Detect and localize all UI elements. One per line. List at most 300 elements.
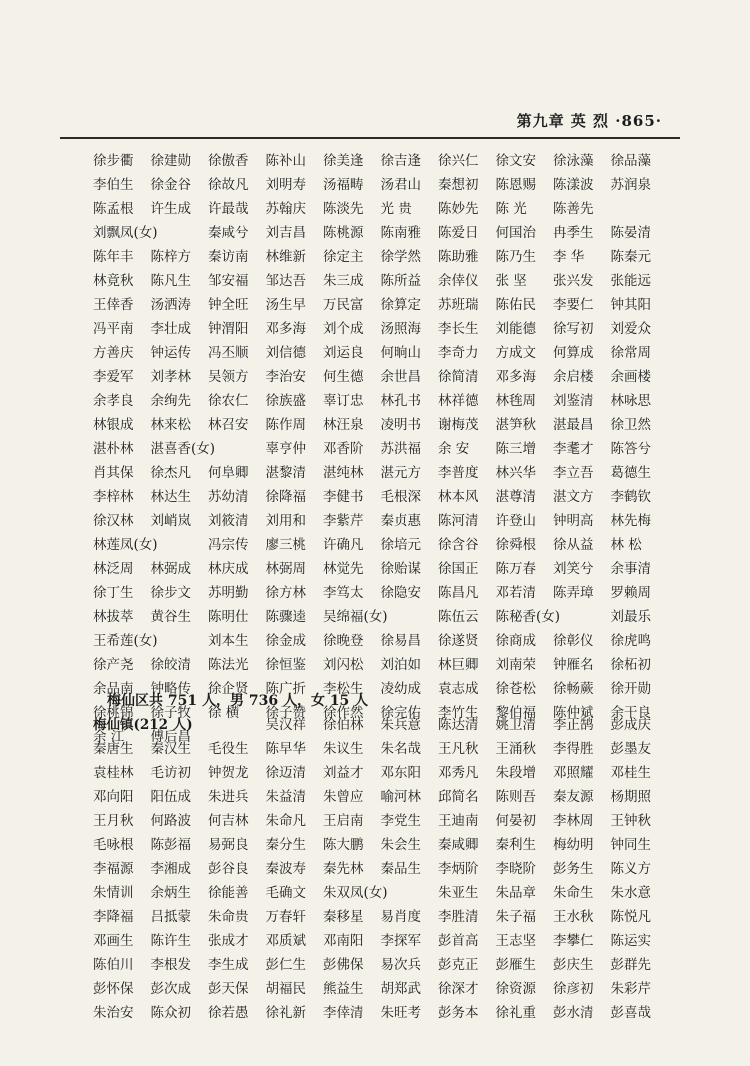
person-name: 徐子牧 [150, 705, 191, 721]
person-name: 陈善先 [553, 201, 594, 217]
person-name: 陈法光 [208, 657, 249, 673]
person-name: 汤君山 [380, 177, 421, 193]
person-name: 林咏思 [610, 393, 651, 409]
person-name: 陈爱日 [438, 225, 479, 241]
person-name: 何阜卿 [208, 465, 249, 481]
person-name: 李治安 [265, 369, 306, 385]
person-name: 秦想初 [438, 177, 479, 193]
person-name: 邹达吾 [265, 273, 306, 289]
person-name: 陈秘香(女) [495, 609, 561, 625]
person-name: 方成文 [495, 345, 536, 361]
person-name: 凌幼成 [380, 681, 421, 697]
person-name: 杨期照 [610, 789, 651, 805]
person-name: 徐贻谋 [380, 561, 421, 577]
person-name: 徐算定 [380, 297, 421, 313]
name-row [93, 762, 673, 786]
person-name: 冉季生 [553, 225, 594, 241]
name-row [93, 810, 673, 834]
person-name: 陈义方 [610, 861, 651, 877]
person-name: 李耄才 [553, 441, 594, 457]
person-name: 李鹤钦 [610, 489, 651, 505]
person-name: 林先梅 [610, 513, 651, 529]
person-name: 徐作然 [323, 705, 364, 721]
person-name: 徐步文 [150, 585, 191, 601]
person-name: 李得胜 [553, 741, 594, 757]
person-name: 胡郑武 [380, 981, 421, 997]
person-name: 徐伯林 [323, 717, 364, 733]
person-name: 朱品章 [495, 885, 536, 901]
person-name: 徐简清 [438, 369, 479, 385]
person-name: 李健书 [323, 489, 364, 505]
person-name: 徐培元 [380, 537, 421, 553]
person-name: 钟运传 [150, 345, 191, 361]
person-name: 徐彰仪 [553, 633, 594, 649]
person-name: 陈许生 [150, 933, 191, 949]
person-name: 朱益清 [265, 789, 306, 805]
person-name: 彭怀保 [93, 981, 134, 997]
person-name: 李湘成 [150, 861, 191, 877]
person-name: 林拔萃 [93, 609, 134, 625]
person-name: 徐傲香 [208, 153, 249, 169]
person-name: 刘泊如 [380, 657, 421, 673]
person-name: 徐畅蕨 [553, 681, 594, 697]
person-name: 徐彦初 [553, 981, 594, 997]
person-name: 林 松 [610, 537, 642, 553]
person-name: 陈助雅 [438, 249, 479, 265]
person-name: 陈 光 [495, 201, 527, 217]
person-name: 林孔书 [380, 393, 421, 409]
person-name: 胡福民 [265, 981, 306, 997]
person-name: 秦分生 [265, 837, 306, 853]
person-name: 朱命凡 [265, 813, 306, 829]
person-name: 朱彩芹 [610, 981, 651, 997]
person-name: 徐深才 [438, 981, 479, 997]
person-name: 邓若清 [495, 585, 536, 601]
person-name: 汤洒涛 [150, 297, 191, 313]
person-name: 万春轩 [265, 909, 306, 925]
person-name: 李倖清 [323, 1005, 364, 1021]
person-name: 林竟秋 [93, 273, 134, 289]
person-name: 徐故凡 [208, 177, 249, 193]
name-row [93, 390, 673, 414]
person-name: 陈广折 [265, 681, 306, 697]
person-name: 朱命贵 [208, 909, 249, 925]
person-name: 陈大鹏 [323, 837, 364, 853]
name-row [93, 606, 673, 630]
person-name: 秦访南 [208, 249, 249, 265]
person-name: 邹安福 [208, 273, 249, 289]
person-name: 吴绵福(女) [323, 609, 388, 625]
person-name: 徐步衢 [93, 153, 134, 169]
person-name: 吕抵蒙 [150, 909, 191, 925]
person-name: 陈悦凡 [610, 909, 651, 925]
person-name: 邓向阳 [93, 789, 134, 805]
person-name: 彭成庆 [610, 717, 651, 733]
person-name: 李爱军 [93, 369, 134, 385]
name-row [93, 534, 673, 558]
person-name: 李 华 [553, 249, 585, 265]
person-name: 陈凡生 [150, 273, 191, 289]
sub-heading: 梅仙镇(212 人) [93, 717, 193, 733]
person-name: 汤照海 [380, 321, 421, 337]
person-name: 徐礼新 [265, 1005, 306, 1021]
header-rule [60, 137, 680, 139]
person-name: 陈秦元 [610, 249, 651, 265]
person-name: 易肖度 [380, 909, 421, 925]
person-name: 林祥德 [438, 393, 479, 409]
person-name: 邓照耀 [553, 765, 594, 781]
person-name: 徐子赞 [265, 705, 306, 721]
person-name: 陈河清 [438, 513, 479, 529]
person-name: 辜订忠 [323, 393, 364, 409]
person-name: 陈达清 [438, 717, 479, 733]
person-name: 陈佑民 [495, 297, 536, 313]
person-name: 朱兵意 [380, 717, 421, 733]
person-name: 李要仁 [553, 297, 594, 313]
person-name: 陈晏清 [610, 225, 651, 241]
person-name: 徐学然 [380, 249, 421, 265]
person-name: 徐族盛 [265, 393, 306, 409]
person-name: 彭庆生 [553, 957, 594, 973]
person-name: 徐汉林 [93, 513, 134, 529]
person-name: 李梓林 [93, 489, 134, 505]
person-name: 王凡秋 [438, 741, 479, 757]
person-name: 余倖仪 [438, 273, 479, 289]
person-name: 林莲凤(女) [93, 537, 158, 553]
person-name: 易弼良 [208, 837, 249, 853]
person-name: 林召安 [208, 417, 249, 433]
person-name: 王月秋 [93, 813, 134, 829]
person-name: 徐金谷 [150, 177, 191, 193]
person-name: 徐定主 [323, 249, 364, 265]
person-name: 余画楼 [610, 369, 651, 385]
person-name: 李党生 [380, 813, 421, 829]
person-name: 徐完佑 [380, 705, 421, 721]
name-row [93, 930, 673, 954]
page-header [60, 110, 680, 136]
name-row [93, 558, 673, 582]
person-name: 湛最昌 [553, 417, 594, 433]
person-name: 毛役生 [208, 741, 249, 757]
person-name: 陈淡先 [323, 201, 364, 217]
person-name: 刘爱众 [610, 321, 651, 337]
name-row [93, 510, 673, 534]
name-row [93, 978, 673, 1002]
name-row [93, 1002, 673, 1026]
person-name: 徐恒鉴 [265, 657, 306, 673]
person-name: 李紫芹 [323, 513, 364, 529]
name-row [93, 318, 673, 342]
person-name: 秦先林 [323, 861, 364, 877]
person-name: 余事清 [610, 561, 651, 577]
person-name: 徐隐安 [380, 585, 421, 601]
person-name: 刘能德 [495, 321, 536, 337]
person-name: 李长生 [438, 321, 479, 337]
person-name: 何吉林 [208, 813, 249, 829]
person-name: 刘本生 [208, 633, 249, 649]
person-name: 冯平南 [93, 321, 134, 337]
person-name: 陈伯川 [93, 957, 134, 973]
person-name: 彭天保 [208, 981, 249, 997]
person-name: 徐虎鸣 [610, 633, 651, 649]
person-name: 徐迈清 [265, 765, 306, 781]
person-name: 彭首高 [438, 933, 479, 949]
person-name: 陈万春 [495, 561, 536, 577]
person-name: 余品南 [93, 681, 134, 697]
name-list-lower [93, 690, 673, 1026]
person-name: 湛笋秋 [495, 417, 536, 433]
person-name: 徐苍松 [495, 681, 536, 697]
name-row [93, 294, 673, 318]
person-name: 徐文安 [495, 153, 536, 169]
name-row [93, 486, 673, 510]
person-name: 徐遂贤 [438, 633, 479, 649]
person-name: 李伯生 [93, 177, 134, 193]
person-name: 朱情训 [93, 885, 134, 901]
person-name: 李正鹄 [553, 717, 594, 733]
person-name: 林维新 [265, 249, 306, 265]
person-name: 湛元方 [380, 465, 421, 481]
name-row [93, 462, 673, 486]
person-name: 徐商成 [495, 633, 536, 649]
person-name: 林弼周 [265, 561, 306, 577]
person-name: 何生德 [323, 369, 364, 385]
page-header-text: 第九章 英 烈 ·865· [516, 112, 662, 130]
person-name: 秦移星 [323, 909, 364, 925]
person-name: 徐杰凡 [150, 465, 191, 481]
person-name: 陈骤逵 [265, 609, 306, 625]
person-name: 钟明高 [553, 513, 594, 529]
person-name: 徐舜根 [495, 537, 536, 553]
person-name: 李攀仁 [553, 933, 594, 949]
person-name: 秦品生 [380, 861, 421, 877]
person-name: 袁志成 [438, 681, 479, 697]
person-name: 汤福畴 [323, 177, 364, 193]
person-name: 陈梓方 [150, 249, 191, 265]
person-name: 梅幼明 [553, 837, 594, 853]
person-name: 苏洪福 [380, 441, 421, 457]
person-name: 余炳生 [150, 885, 191, 901]
person-name: 许确凡 [323, 537, 364, 553]
person-name: 湛纯林 [323, 465, 364, 481]
person-name: 朱双凤(女) [323, 885, 388, 901]
person-name: 彭次成 [150, 981, 191, 997]
person-name: 王希莲(女) [93, 633, 158, 649]
person-name: 邓质斌 [265, 933, 306, 949]
person-name: 李壮成 [150, 321, 191, 337]
person-name: 方善庆 [93, 345, 134, 361]
person-name: 林来松 [150, 417, 191, 433]
person-name: 徐礼重 [495, 1005, 536, 1021]
person-name: 林巨卿 [438, 657, 479, 673]
person-name: 陈运实 [610, 933, 651, 949]
person-name: 徐资源 [495, 981, 536, 997]
person-name: 余 江 [93, 729, 125, 745]
person-name: 陈补山 [265, 153, 306, 169]
person-name: 李降福 [93, 909, 134, 925]
person-name: 秦咸兮 [208, 225, 249, 241]
person-name: 徐产尧 [93, 657, 134, 673]
person-name: 李福源 [93, 861, 134, 877]
person-name: 王倖香 [93, 297, 134, 313]
name-row [93, 246, 673, 270]
person-name: 刘吉昌 [265, 225, 306, 241]
person-name: 彭仁生 [265, 957, 306, 973]
person-name: 苏幼清 [208, 489, 249, 505]
person-name: 张兴发 [553, 273, 594, 289]
person-name: 彭务生 [553, 861, 594, 877]
person-name: 徐能善 [208, 885, 249, 901]
person-name: 苏班瑞 [438, 297, 479, 313]
person-name: 钟略传 [150, 681, 191, 697]
person-name: 徐皎清 [150, 657, 191, 673]
person-name: 邓东阳 [380, 765, 421, 781]
person-name: 湛喜香(女) [150, 441, 216, 457]
person-name: 毛咏根 [93, 837, 134, 853]
person-name: 徐若愚 [208, 1005, 249, 1021]
person-name: 徐含谷 [438, 537, 479, 553]
person-name: 邓多海 [265, 321, 306, 337]
person-name: 黎伯福 [495, 705, 536, 721]
person-name: 秦友源 [553, 789, 594, 805]
person-name: 许登山 [495, 513, 536, 529]
person-name: 刘峭岚 [150, 513, 191, 529]
person-name: 彭佛保 [323, 957, 364, 973]
person-name: 陈伍云 [438, 609, 479, 625]
person-name: 徐金成 [265, 633, 306, 649]
person-name: 朱命生 [553, 885, 594, 901]
person-name: 刘闪松 [323, 657, 364, 673]
person-name: 朱进兵 [208, 789, 249, 805]
person-name: 徐写初 [553, 321, 594, 337]
person-name: 徐晚登 [323, 633, 364, 649]
person-name: 张 坚 [495, 273, 527, 289]
person-name: 徐兴仁 [438, 153, 479, 169]
person-name: 邓多海 [495, 369, 536, 385]
person-name: 刘明寿 [265, 177, 306, 193]
person-name: 邓香阶 [323, 441, 364, 457]
person-name: 陈孟根 [93, 201, 134, 217]
person-name: 吴汉祥 [265, 717, 306, 733]
person-name: 徐品藻 [610, 153, 651, 169]
person-name: 陈昌凡 [438, 585, 479, 601]
person-name: 朱名哉 [380, 741, 421, 757]
person-name: 彭谷良 [208, 861, 249, 877]
person-name: 陈彭福 [150, 837, 191, 853]
person-name: 林兴华 [495, 465, 536, 481]
person-name: 徐企贤 [208, 681, 249, 697]
person-name: 秦唐生 [93, 741, 134, 757]
person-name: 陈所益 [380, 273, 421, 289]
person-name: 王迪南 [438, 813, 479, 829]
person-name: 彭群先 [610, 957, 651, 973]
person-name: 熊益生 [323, 981, 364, 997]
person-name: 徐从益 [553, 537, 594, 553]
person-name: 李炳阶 [438, 861, 479, 877]
person-name: 林庆成 [208, 561, 249, 577]
person-name: 陈答兮 [610, 441, 651, 457]
person-name: 邓桂生 [610, 765, 651, 781]
person-name: 秦利生 [495, 837, 536, 853]
person-name: 朱水意 [610, 885, 651, 901]
person-name: 刘用和 [265, 513, 306, 529]
person-name: 刘信德 [265, 345, 306, 361]
person-name: 傅后昌 [150, 729, 191, 745]
person-name: 邓画生 [93, 933, 134, 949]
person-name: 徐国正 [438, 561, 479, 577]
person-name: 吴领方 [208, 369, 249, 385]
person-name: 李探军 [380, 933, 421, 949]
person-name: 肖其保 [93, 465, 134, 481]
name-row [93, 342, 673, 366]
name-row [93, 654, 673, 678]
person-name: 徐桃锦 [93, 705, 134, 721]
person-name: 李笃太 [323, 585, 364, 601]
person-name: 陈年丰 [93, 249, 134, 265]
person-name: 邓秀凡 [438, 765, 479, 781]
person-name: 钟同生 [610, 837, 651, 853]
person-name: 光 贵 [380, 201, 412, 217]
person-name: 徐美逢 [323, 153, 364, 169]
name-row [93, 414, 673, 438]
name-row [93, 858, 673, 882]
person-name: 陈漾波 [553, 177, 594, 193]
person-name: 刘鉴清 [553, 393, 594, 409]
person-name: 刘笑兮 [553, 561, 594, 577]
person-name: 钟其阳 [610, 297, 651, 313]
person-name: 喻河林 [380, 789, 421, 805]
person-name: 林本风 [438, 489, 479, 505]
name-row [93, 738, 673, 762]
person-name: 秦贞惠 [380, 513, 421, 529]
person-name: 余干良 [610, 705, 651, 721]
person-name: 王钟秋 [610, 813, 651, 829]
person-name: 王启南 [323, 813, 364, 829]
name-row [93, 954, 673, 978]
person-name: 彭务本 [438, 1005, 479, 1021]
person-name: 阳伍成 [150, 789, 191, 805]
person-name: 廖三桃 [265, 537, 306, 553]
person-name: 张能远 [610, 273, 651, 289]
person-name: 湛尊清 [495, 489, 536, 505]
person-name: 徐泳藻 [553, 153, 594, 169]
person-name: 万民富 [323, 297, 364, 313]
person-name: 余 安 [438, 441, 470, 457]
person-name: 朱治安 [93, 1005, 134, 1021]
person-name: 朱段增 [495, 765, 536, 781]
person-name: 冯丕顺 [208, 345, 249, 361]
person-name: 袁桂林 [93, 765, 134, 781]
person-name: 邱简名 [438, 789, 479, 805]
person-name: 彭克正 [438, 957, 479, 973]
person-name: 陈三增 [495, 441, 536, 457]
person-name: 李根发 [150, 957, 191, 973]
person-name: 毛根深 [380, 489, 421, 505]
person-name: 刘最乐 [610, 609, 651, 625]
person-name: 林觉先 [323, 561, 364, 577]
person-name: 李奇力 [438, 345, 479, 361]
person-name: 苏明勤 [208, 585, 249, 601]
person-name: 何晏初 [495, 813, 536, 829]
person-name: 徐方林 [265, 585, 306, 601]
person-name: 徐吉逢 [380, 153, 421, 169]
person-name: 陈则吾 [495, 789, 536, 805]
person-name: 刘益才 [323, 765, 364, 781]
person-name: 徐常周 [610, 345, 651, 361]
person-name: 李林周 [553, 813, 594, 829]
person-name: 林汪泉 [323, 417, 364, 433]
name-row [93, 270, 673, 294]
